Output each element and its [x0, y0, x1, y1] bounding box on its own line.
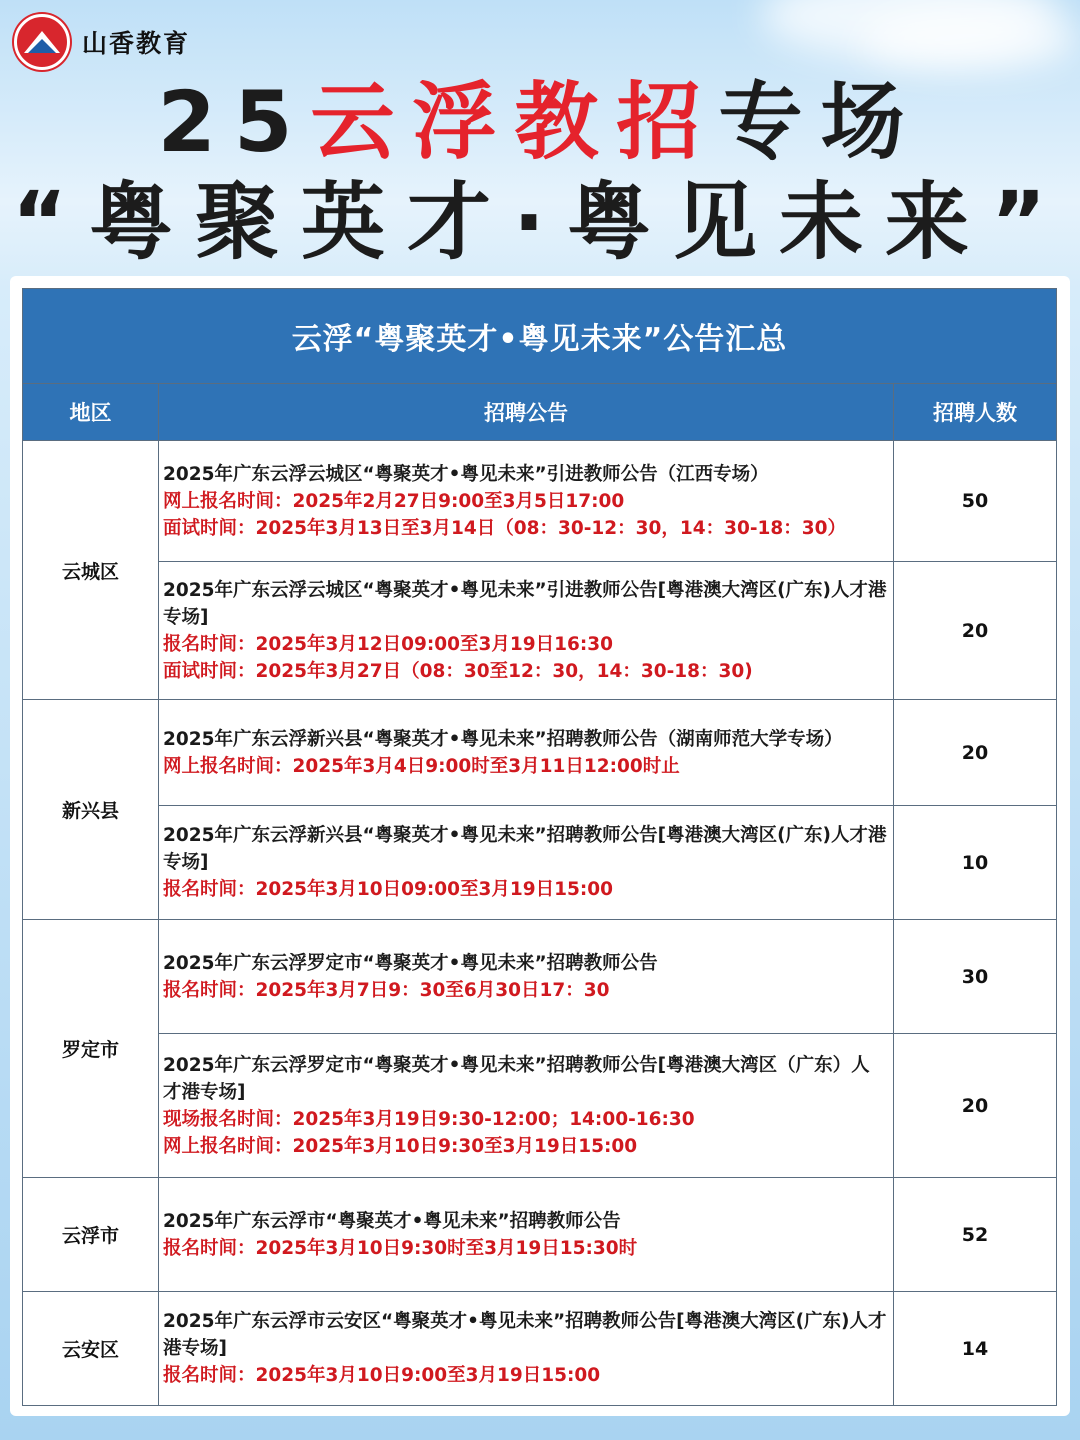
count-cell: 20 — [894, 1034, 1057, 1178]
notice-cell — [159, 1292, 894, 1406]
count-cell: 14 — [894, 1292, 1057, 1406]
region-cell: 新兴县 — [23, 700, 159, 920]
header-region: 地区 — [23, 384, 159, 441]
notice-detail: 网上报名时间：2025年3月10日9:30至3月19日15:00 — [163, 1135, 638, 1157]
notice-cell — [159, 1178, 894, 1292]
notice-detail: 网上报名时间：2025年2月27日9:00至3月5日17:00 — [163, 490, 625, 512]
notice-detail: 网上报名时间：2025年3月4日9:00时至3月11日12:00时止 — [163, 755, 680, 777]
page-title — [0, 72, 1080, 172]
table-row — [23, 806, 1057, 920]
count-cell: 52 — [894, 1178, 1057, 1292]
table-caption: 云浮“粤聚英才•粤见未来”公告汇总 — [23, 289, 1057, 384]
region-cell: 云城区 — [23, 441, 159, 700]
table-row — [23, 920, 1057, 1034]
header-notice: 招聘公告 — [159, 384, 894, 441]
notice-title: 2025年广东云浮云城区“粤聚英才•粤见未来”引进教师公告[粤港澳大湾区(广东)人才港专场] — [163, 579, 887, 628]
cloud-decoration — [860, 10, 1080, 70]
table-row — [23, 1034, 1057, 1178]
notice-cell — [159, 700, 894, 806]
notice-detail: 报名时间：2025年3月10日09:00至3月19日15:00 — [163, 879, 613, 900]
brand-name: 山香教育 — [82, 29, 191, 58]
notice-detail: 报名时间：2025年3月10日9:00至3月19日15:00 — [163, 1365, 601, 1386]
notice-detail: 面试时间：2025年3月13日至3月14日（08：30-12：30，14：30-18：30） — [163, 517, 847, 539]
notice-title: 2025年广东云浮云城区“粤聚英才•粤见未来”引进教师公告（江西专场） — [163, 463, 769, 485]
title-highlight: 云浮教招 — [310, 73, 719, 171]
brand-logo — [14, 14, 190, 70]
notice-title: 2025年广东云浮市“粤聚英才•粤见未来”招聘教师公告 — [163, 1210, 621, 1232]
mountain-logo-icon — [14, 14, 70, 70]
notice-title: 2025年广东云浮罗定市“粤聚英才•粤见未来”招聘教师公告[粤港澳大湾区（广东）人才港专场] — [163, 1054, 870, 1103]
notice-cell — [159, 920, 894, 1034]
region-cell: 云浮市 — [23, 1178, 159, 1292]
notice-cell — [159, 1034, 894, 1178]
count-cell: 20 — [894, 700, 1057, 806]
notice-cell — [159, 806, 894, 920]
notice-title: 2025年广东云浮市云安区“粤聚英才•粤见未来”招聘教师公告[粤港澳大湾区(广东)人才港专场] — [163, 1311, 887, 1359]
notice-table — [22, 288, 1057, 1406]
title-suffix: 专场 — [718, 73, 923, 171]
header-count: 招聘人数 — [894, 384, 1057, 441]
region-cell: 罗定市 — [23, 920, 159, 1178]
table-row — [23, 441, 1057, 562]
count-cell: 50 — [894, 441, 1057, 562]
notice-detail: 报名时间：2025年3月7日9：30至6月30日17：30 — [163, 979, 610, 1001]
table-row — [23, 562, 1057, 700]
page-subtitle: “粤聚英才·粤见未来” — [11, 173, 1069, 271]
notice-cell — [159, 562, 894, 700]
table-body — [23, 441, 1057, 1406]
notice-title: 2025年广东云浮新兴县“粤聚英才•粤见未来”招聘教师公告[粤港澳大湾区(广东)人才港专场] — [163, 825, 887, 873]
table-row — [23, 1292, 1057, 1406]
notice-detail: 现场报名时间：2025年3月19日9:30-12:00；14:00-16:30 — [163, 1108, 695, 1130]
count-cell: 20 — [894, 562, 1057, 700]
title-prefix: 25 — [157, 73, 311, 171]
notice-detail: 报名时间：2025年3月10日9:30时至3月19日15:30时 — [163, 1237, 638, 1259]
notice-detail: 面试时间：2025年3月27日（08：30至12：30，14：30-18：30) — [163, 660, 753, 682]
table-row — [23, 700, 1057, 806]
notice-detail: 报名时间：2025年3月12日09:00至3月19日16:30 — [163, 633, 613, 655]
notice-cell — [159, 441, 894, 562]
table-row — [23, 1178, 1057, 1292]
notice-title: 2025年广东云浮新兴县“粤聚英才•粤见未来”招聘教师公告（湖南师范大学专场） — [163, 728, 843, 750]
count-cell: 10 — [894, 806, 1057, 920]
region-cell: 云安区 — [23, 1292, 159, 1406]
notice-title: 2025年广东云浮罗定市“粤聚英才•粤见未来”招聘教师公告 — [163, 952, 658, 974]
count-cell: 30 — [894, 920, 1057, 1034]
